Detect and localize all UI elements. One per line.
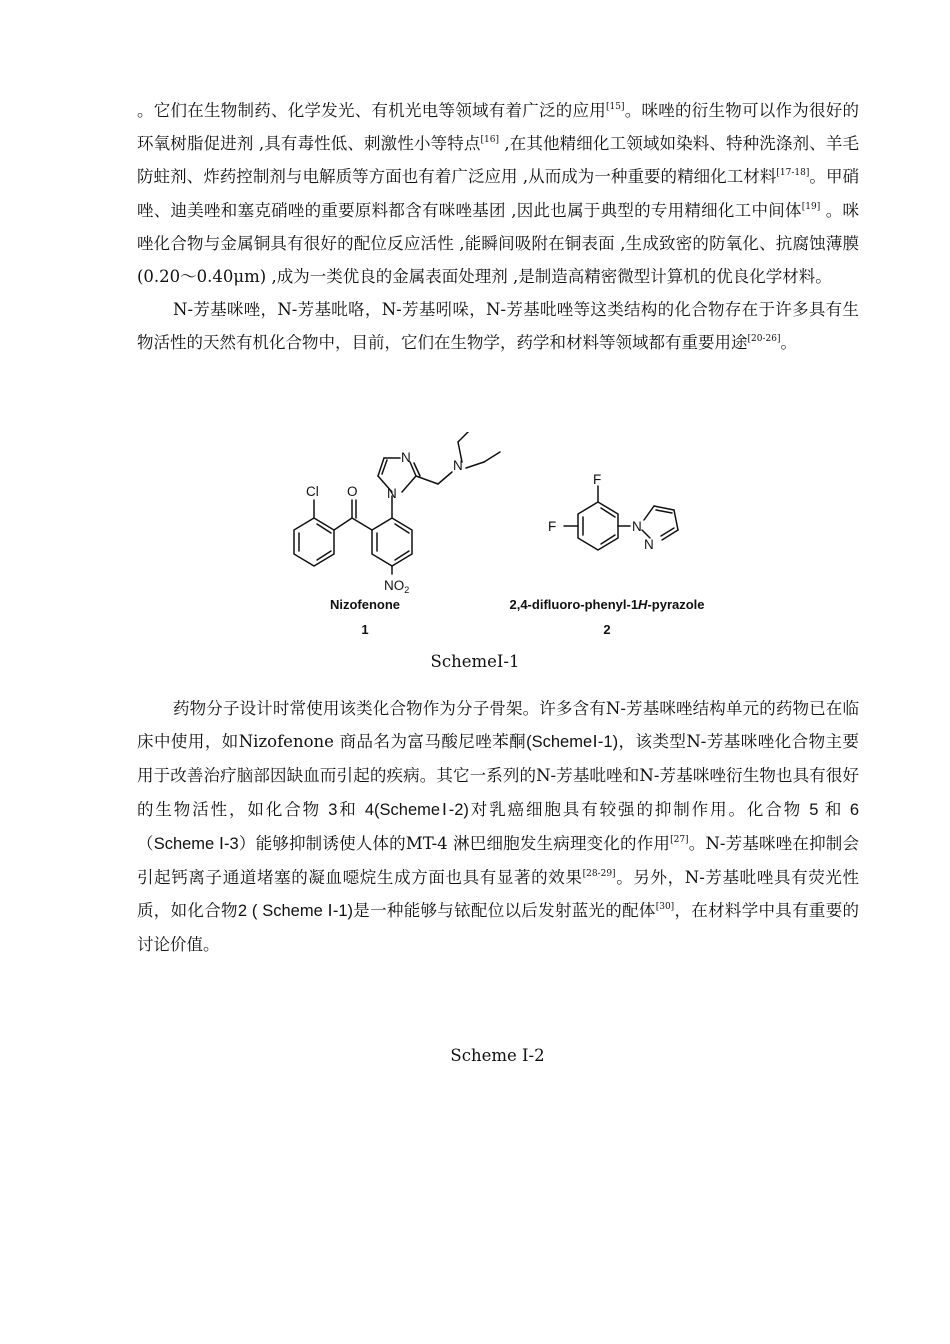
compound-2-number: 2	[603, 622, 611, 637]
text-run: 能够抑制诱使人体的MT-4 淋巴细胞发生病理变化的作用	[255, 833, 671, 853]
fluorine-label: F	[548, 519, 557, 534]
text-run: 。另外，N-芳基吡唑具有荧光性质，如化合物	[137, 868, 860, 921]
structures-svg	[280, 432, 760, 644]
paragraph-imidazole-applications	[137, 94, 859, 293]
oxygen-label: O	[347, 484, 358, 499]
nitrogen-label: N	[644, 537, 654, 552]
body-text-top	[137, 94, 859, 360]
compound-1-name: Nizofenone	[329, 597, 401, 612]
scheme-ref: 5 和 6（Scheme Ⅰ-3）	[137, 800, 860, 853]
chemical-structures-figure	[280, 432, 760, 644]
body-text-bottom	[137, 692, 859, 962]
chlorine-label: Cl	[306, 484, 319, 499]
citation: [19]	[801, 201, 821, 212]
text-run: N-芳基咪唑，N-芳基吡咯，N-芳基吲哚，N-芳基吡唑等这类结构的化合物存在于许多具有生物活性的天然有机化合物中，目前，它们在生物学，药学和材料等领域都有重要用途	[137, 300, 859, 353]
nitrogen-label: N	[632, 519, 642, 534]
text-run: 。N-芳基咪唑在抑制会引起钙离子通道堵塞的凝血噁烷生成方面也具有显著的效果	[137, 833, 859, 888]
nitro-label: $NO_2$	[384, 578, 410, 595]
fluorine-label: F	[593, 472, 602, 487]
scheme-ref: (SchemeⅠ-1)	[526, 733, 619, 752]
citation: [20-26]	[747, 334, 781, 345]
text-run: 和	[337, 799, 365, 819]
citation: [15]	[606, 102, 625, 112]
text-run: 。咪唑化合物与金属铜具有很好的配位反应活性 ,能瞬间吸附在铜表面 ,生成致密的防氧化、抗腐蚀薄膜(0.20～0.40μm) ,成为一类优良的金属表面处理剂 ,是制造高精密微型计算机的优良化学材料。	[137, 200, 859, 287]
citation: [28-29]	[582, 869, 616, 880]
figure-caption-2: Scheme Ⅰ-2	[450, 1046, 545, 1065]
paragraph-drug-design	[137, 692, 859, 962]
figure-caption: SchemeⅠ-1	[430, 652, 520, 671]
text-run: 。甲硝唑、迪美唑和塞克硝唑的重要原料都含有咪唑基团 ,因此也属于典型的专用精细化工中间体	[137, 167, 860, 220]
paragraph-n-aryl-compounds	[137, 293, 859, 359]
text-run: 对乳癌细胞具有较强的抑制作用。化合物	[468, 799, 810, 819]
citation: [17-18]	[776, 168, 810, 179]
text-run: 药物分子设计时常使用该类化合物作为分子骨架。许多含有N-芳基咪唑结构单元的药物已在临床中使用，如Nizofenone 商品名为富马酸尼唑苯酮	[137, 699, 859, 752]
text-run: 。	[780, 333, 797, 353]
compound-1-number: 1	[361, 622, 369, 637]
text-run: ，该类型N-芳基咪唑化合物主要用于改善治疗脑部因缺血而引起的疾病。其它一系列的N-芳基吡唑和N-芳基咪唑衍生物也具有很好的生物活性，如化合物	[137, 732, 859, 819]
scheme-ref: 4(SchemeⅠ-2)	[364, 800, 469, 819]
nitrogen-label: N	[401, 450, 411, 465]
nitrogen-label: N	[453, 458, 463, 473]
text-run: 。它们在生物制药、化学发光、有机光电等领域有着广泛的应用	[137, 101, 607, 120]
scheme-ref: 2 ( Scheme Ⅰ-1)	[237, 902, 353, 921]
text-run: 。咪唑的衍生物可以作为很好的环氧树脂促进剂 ,具有毒性低、刺激性小等特点	[137, 101, 860, 154]
nitrogen-label: N	[387, 486, 397, 501]
citation: [16]	[480, 135, 499, 146]
compound-2-name: 2,4-difluoro-phenyl-1H-pyrazole	[509, 597, 705, 612]
citation: [27]	[670, 834, 689, 845]
text-run: ,在其他精细化工领域如染料、特种洗涤剂、羊毛防蛀剂、炸药控制剂与电解质等方面也有着广泛应用 ,从而成为一种重要的精细化工材料	[137, 134, 859, 187]
citation: [30]	[655, 902, 675, 913]
text-run: ，在材料学中具有重要的讨论价值。	[137, 901, 860, 955]
text-run: 是一种能够与铱配位以后发射蓝光的配体	[353, 901, 656, 921]
compound-ref: 3	[328, 800, 338, 819]
